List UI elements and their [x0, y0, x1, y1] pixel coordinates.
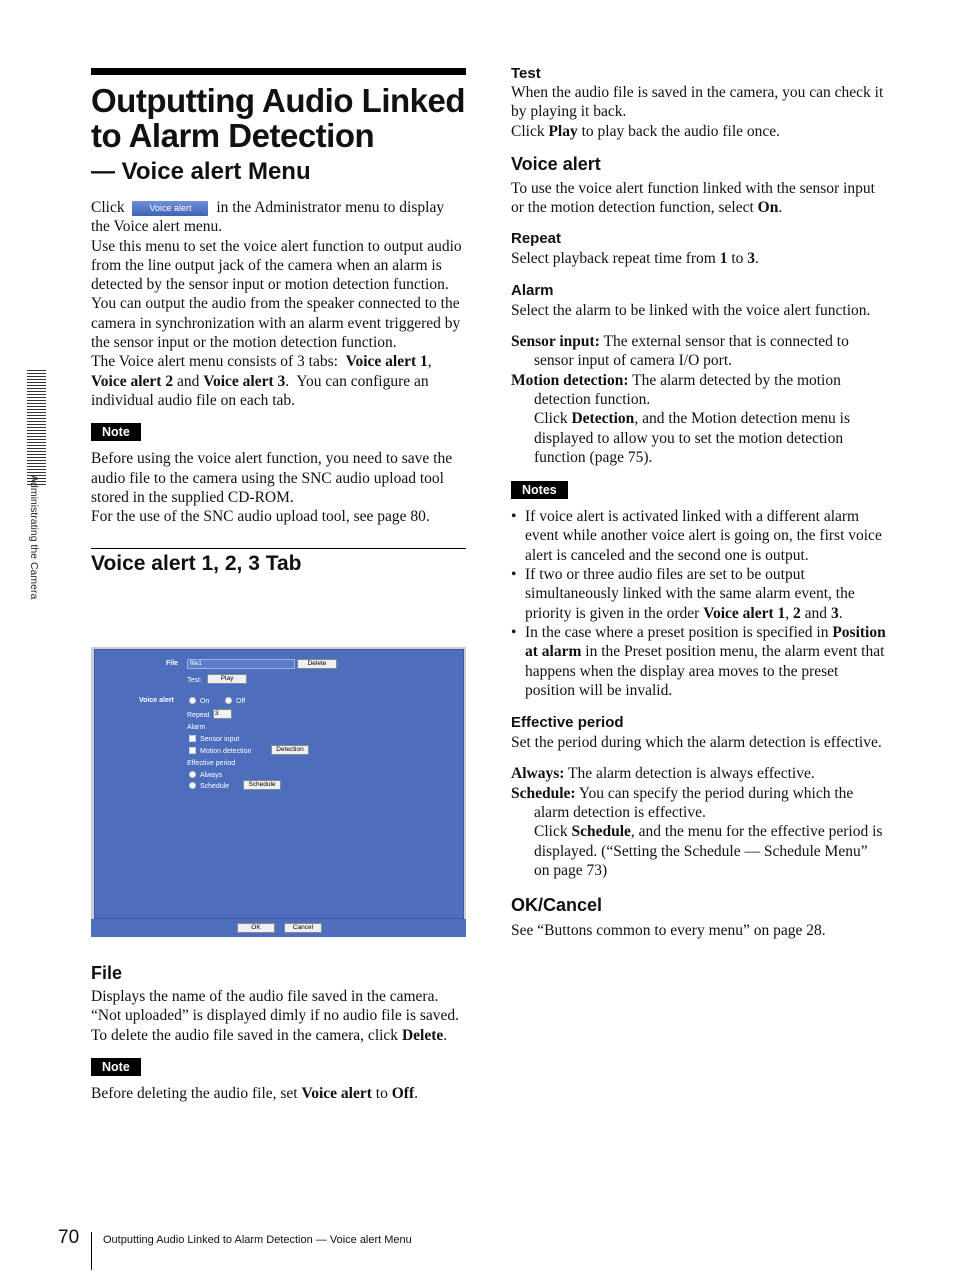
tab-heading: Voice alert 1, 2, 3 Tab — [91, 552, 302, 576]
voice-alert-text-a: To use the voice alert function linked with the sensor input or the motion detection function, select — [511, 179, 875, 217]
footer-rule — [91, 1232, 92, 1270]
shot-on-radio[interactable] — [189, 697, 196, 704]
effective-schedule-detail — [511, 822, 886, 880]
effective-period-text: Set the period during which the alarm detection is effective. — [511, 734, 882, 752]
shot-motion-label: Motion detection — [200, 748, 252, 755]
footer-text: Outputting Audio Linked to Alarm Detection — Voice alert Menu — [103, 1234, 412, 1246]
intro-after-button: in the Administrator menu to display the Voice alert menu. — [91, 199, 445, 236]
file-text2-b: Delete — [401, 1026, 444, 1044]
alarm-heading: Alarm — [511, 281, 554, 299]
effective-schedule-word: Schedule — [571, 823, 631, 841]
notes-item2-e: and — [804, 604, 828, 622]
alarm-click: Click — [534, 410, 568, 428]
screenshot-panel — [94, 649, 464, 919]
test-text1: When the audio file is saved in the camera, you can check it by playing it back. — [511, 84, 884, 121]
notes-list — [511, 507, 886, 700]
shot-ok-button[interactable]: OK — [237, 923, 275, 933]
alarm-sensor — [511, 332, 886, 371]
note1-label: Note — [91, 423, 141, 441]
repeat-until: 3 — [747, 250, 756, 268]
effective-period-heading: Effective period — [511, 714, 624, 732]
alarm-sensor-term: Sensor input: — [511, 333, 600, 351]
note1-text1: Before using the voice alert function, you need to save the audio file to the camera using the SNC audio upload tool stored in the supplied CD-ROM. — [91, 450, 453, 506]
alarm-motion — [511, 371, 886, 410]
shot-repeat-label: Repeat — [187, 712, 210, 719]
side-label: Administrating the Camera — [28, 475, 40, 600]
notes-item2-b: Voice alert 1 — [703, 604, 786, 622]
shot-voice-alert-label: Voice alert — [139, 697, 174, 704]
test-text2 — [511, 122, 886, 141]
shot-cancel-button[interactable]: Cancel — [284, 923, 322, 933]
notes-item2 — [511, 565, 886, 623]
file-heading: File — [91, 963, 123, 983]
ok-cancel-heading: OK/Cancel — [511, 895, 603, 916]
voice-alert-on: On — [757, 199, 779, 217]
voice-alert-end: . — [778, 199, 783, 217]
shot-sensor-label: Sensor input — [200, 736, 240, 743]
voice-alert-menu-button[interactable]: Voice alert — [132, 201, 208, 216]
shot-delete-button[interactable]: Delete — [297, 659, 337, 669]
repeat-from: 1 — [719, 250, 728, 268]
note2-off: Off — [391, 1084, 415, 1102]
intro-para4-b: You can configure an individual audio file on each tab. — [91, 372, 429, 409]
notes-item3-a: In the case where a preset position is specified in — [525, 623, 829, 641]
alarm-sensor-text: The external sensor that is connected to sensor input of camera I/O port. — [534, 333, 849, 370]
intro-click: Click — [91, 199, 125, 216]
notes-item2-c: , — [785, 604, 790, 622]
title-rule — [91, 68, 466, 75]
notes-item3-c: in the Preset position menu, the alarm event that happens when the display area moves to the preset position will be invalid. — [525, 643, 885, 699]
page-subtitle: — Voice alert Menu — [91, 158, 311, 185]
shot-schedule-button[interactable]: Schedule — [243, 780, 281, 790]
test-play: Play — [548, 122, 578, 140]
notes-item1: • If voice alert is activated linked with a different alarm event while another voice alert is going on, the first voice alert is canceled and the second one is output. — [511, 507, 886, 565]
note2-end: . — [414, 1084, 418, 1102]
voice-alert-screenshot — [91, 647, 466, 937]
effective-click: Click — [534, 823, 568, 841]
alarm-motion-term: Motion detection: — [511, 371, 629, 389]
effective-always — [511, 764, 886, 783]
notes-item2-f: 3 — [830, 604, 839, 622]
file-section — [91, 962, 466, 1103]
repeat-end: . — [755, 250, 759, 268]
note2-text-a: Before deleting the audio file, set — [91, 1084, 298, 1102]
shot-file-label: File — [166, 660, 179, 667]
file-text2 — [91, 1026, 466, 1045]
notes-item2-d: 2 — [793, 604, 801, 622]
effective-schedule-text2: , and the menu for the effective period is displayed. (“Setting the Schedule — Schedule Menu” on page 73) — [534, 823, 883, 879]
alarm-detection-text: , and the Motion detection menu is displayed to allow you to set the motion detection function (page 75). — [534, 410, 850, 466]
test-heading: Test — [511, 65, 541, 82]
shot-always-radio[interactable] — [189, 771, 196, 778]
file-text2-c: . — [443, 1026, 448, 1044]
shot-test-label: Test: — [187, 677, 202, 684]
shot-play-button[interactable]: Play — [207, 674, 247, 684]
effective-schedule — [511, 784, 886, 823]
note2 — [91, 1058, 466, 1103]
repeat-heading: Repeat — [511, 230, 562, 248]
right-column — [511, 64, 886, 941]
notes-item2-a: If two or three audio files are set to be output simultaneously linked with the same alarm event, the priority is given in the order — [525, 566, 855, 622]
note1 — [91, 423, 466, 526]
voice-alert-heading: Voice alert — [511, 153, 601, 174]
note2-text — [91, 1084, 466, 1103]
intro-para4: The Voice alert menu consists of 3 tabs: Voice alert 1, Voice alert 2 and Voice alert 3. You can configure an individual audio file on each tab. — [91, 353, 432, 409]
shot-detection-button[interactable]: Detection — [271, 745, 309, 755]
repeat-text-a: Select playback repeat time from — [511, 250, 716, 268]
file-text2-a: To delete the audio file saved in the camera, click — [91, 1026, 399, 1044]
effective-schedule-term: Schedule: — [511, 784, 576, 802]
effective-schedule-text: You can specify the period during which the alarm detection is effective. — [534, 784, 854, 822]
repeat-to: to — [731, 250, 744, 268]
intro-tab2: Voice alert 2 — [91, 372, 174, 390]
alarm-detection-term: Detection — [571, 410, 635, 428]
note1-text2: For the use of the SNC audio upload tool, see page 80. — [91, 508, 430, 526]
shot-motion-checkbox[interactable] — [189, 747, 196, 754]
ok-cancel-text: See “Buttons common to every menu” on page 28. — [511, 922, 826, 940]
shot-sensor-checkbox[interactable] — [189, 735, 196, 742]
note2-label: Note — [91, 1058, 141, 1076]
shot-file-input[interactable]: file1 — [187, 659, 295, 669]
shot-schedule-label: Schedule — [200, 783, 230, 790]
shot-schedule-radio[interactable] — [189, 782, 196, 789]
note2-voice-alert: Voice alert — [301, 1084, 372, 1102]
shot-effective-label: Effective period — [187, 760, 236, 767]
effective-always-term: Always: — [511, 765, 565, 783]
shot-repeat-select[interactable]: 3 — [213, 709, 232, 719]
shot-on-label: On — [200, 698, 210, 705]
alarm-text: Select the alarm to be linked with the voice alert function. — [511, 301, 871, 319]
section-rule — [91, 548, 466, 549]
left-column — [91, 68, 466, 577]
effective-always-text: The alarm detection is always effective. — [568, 765, 815, 783]
intro-para2: Use this menu to set the voice alert function to output audio from the line output jack of the camera when an alarm is detected by the sensor input or motion detection function. — [91, 237, 462, 294]
intro — [91, 198, 466, 410]
intro-tab3: Voice alert 3 — [203, 372, 286, 390]
side-tab-marker — [27, 370, 46, 486]
notes-item3-b: Position at alarm — [525, 623, 886, 661]
page-number: 70 — [58, 1227, 80, 1248]
notes — [511, 481, 886, 700]
notes-item2-g: . — [838, 604, 843, 622]
alarm-motion-text: The alarm detected by the motion detection function. — [534, 371, 841, 408]
shot-always-label: Always — [200, 772, 223, 779]
alarm-detection — [511, 409, 886, 467]
intro-para3: You can output the audio from the speaker connected to the camera in synchronization with an alarm event triggered by the sensor input or the motion detection function. — [91, 295, 461, 352]
file-text1: Displays the name of the audio file saved in the camera. “Not uploaded” is displayed dimly if no audio file is saved. — [91, 988, 460, 1025]
shot-alarm-label: Alarm — [187, 724, 206, 731]
repeat-text — [511, 249, 886, 268]
shot-off-radio[interactable] — [225, 697, 232, 704]
notes-item3 — [511, 623, 886, 700]
intro-para4-a: The Voice alert menu consists of 3 tabs: — [91, 353, 338, 371]
intro-tab1: Voice alert 1 — [345, 353, 428, 371]
test-text2-rest: to play back the audio file once. — [581, 122, 781, 140]
test-click: Click — [511, 122, 545, 140]
intro-para1 — [91, 198, 466, 237]
page-title: Outputting Audio Linked to Alarm Detection — [91, 82, 466, 154]
screenshot-bottom-bar — [91, 919, 466, 937]
voice-alert-text — [511, 179, 886, 218]
shot-off-label: Off — [236, 698, 246, 705]
intro-and: and — [176, 372, 200, 390]
note2-to: to — [375, 1084, 388, 1102]
notes-label: Notes — [511, 481, 568, 499]
